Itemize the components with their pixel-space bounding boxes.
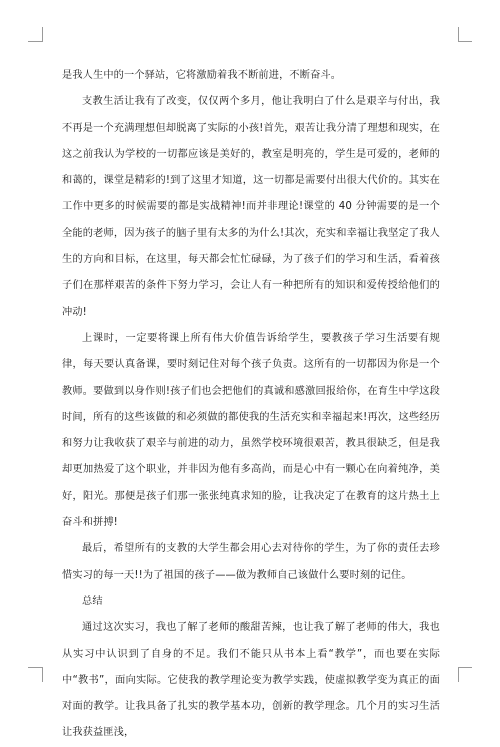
- section-heading-summary: 总结: [82, 595, 103, 607]
- crop-mark-bottom-left-v: [42, 667, 43, 682]
- crop-mark-bottom-left-h: [28, 667, 42, 668]
- crop-mark-top-left-v: [42, 27, 43, 42]
- paragraph-continuation: 是我人生中的一个驿站，它将激励着我不断前进，不断奋斗。: [62, 70, 342, 81]
- crop-mark-top-left-h: [28, 41, 42, 42]
- crop-mark-top-right-h: [458, 41, 472, 42]
- crop-mark-top-right-v: [458, 27, 459, 42]
- crop-mark-bottom-right-v: [458, 667, 459, 682]
- paragraph-in-class: 上课时，一定要将课上所有伟大价值告诉给学生，要教孩子学习生活要有规律，每天要认真备课，要时刻记住对每个孩子负责。这所有的一切都因为你是一个教师。要做到以身作则!孩子们也会把他们的真诚和感激回报给你，在育生中学这段时间，所有的这些该做的和必须做的都使我的生活充实和幸福起来!再次，这些经历和努力让我收获了艰辛与前进的动力，虽然学校环境很艰苦，教具很缺乏，但是我却更加热爱了这个职业，并非因为他有多高尚，而是心中有一颗心在向着纯净，美好，阳光。那便是孩子们那一张张纯真求知的脸，让我决定了在教育的这片热土上奋斗和拼搏!: [62, 332, 440, 529]
- document-body: [62, 63, 440, 747]
- paragraph-teaching-life-change: 支教生活让我有了改变，仅仅两个多月，他让我明白了什么是艰辛与付出，我不再是一个充满理想但却脱离了实际的小孩!首先，艰苦让我分清了理想和现实，在这之前我认为学校的一切都应该是美好的，教室是明亮的，学生是可爱的，老师的和蔼的，课堂是精彩的!到了这里才知道，这一切都是需要付出很大代价的。其实在工作中更多的时候需要的都是实战精神!而并非理论!课堂的 40 分钟需要的是一个全能的老师，因为孩子的脑子里有太多的为什么!其次，充实和幸福让我坚定了我人生的方向和目标，在这里，每天都会忙忙碌碌，为了孩子们的学习和生活，看着孩子们在那样艰苦的条件下努力学习，会让人有一种把所有的知识和爱传授给他们的冲动!: [62, 96, 440, 318]
- crop-mark-bottom-right-h: [458, 667, 472, 668]
- paragraph-finally: 最后，希望所有的支教的大学生都会用心去对待你的学生，为了你的责任去珍惜实习的每一天!!为了祖国的孩子——做为教师自己该做什么要时刻的记住。: [62, 543, 440, 581]
- paragraph-summary-body: 通过这次实习，我也了解了老师的酸甜苦辣，也让我了解了老师的伟大，我也从实习中认识到了自身的不足。我们不能只从书本上看“教学”，而也要在实际中“教书”，面向实际。它使我的教学理论变为教学实践，使虚拟教学变为真正的面对面的教学。让我具备了扎实的教学基本功，创新的教学理念。几个月的实习生活让我获益匪浅，: [62, 622, 440, 739]
